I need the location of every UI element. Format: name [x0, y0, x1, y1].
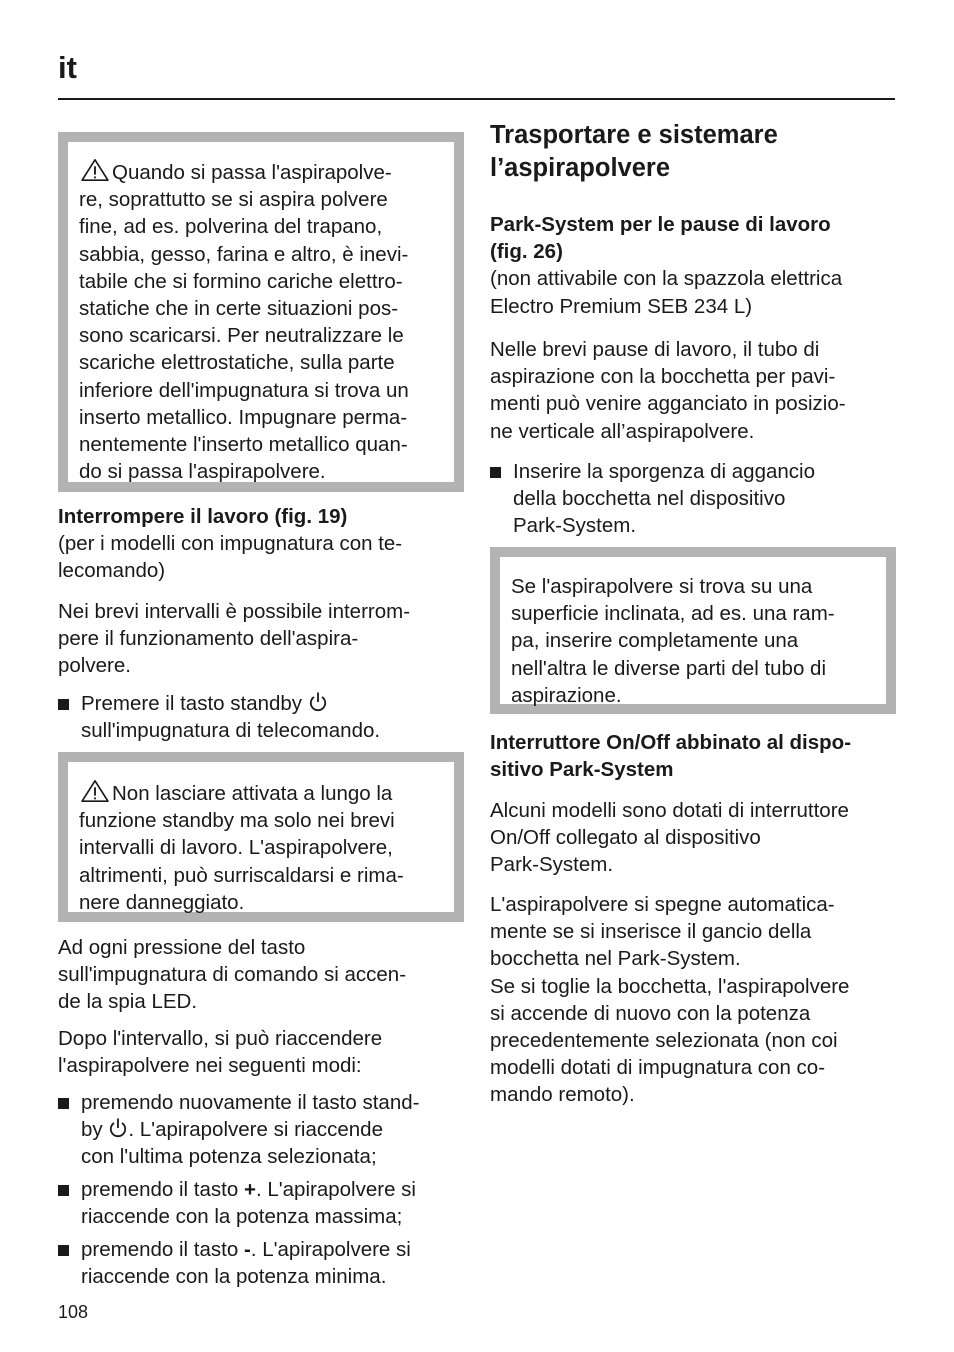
warning-line: intervalli di lavoro. L'aspirapolvere,	[79, 836, 393, 860]
section-heading: Park-System per le pause di lavoro (fig. 26)	[490, 213, 831, 264]
paragraph: (per i modelli con impugnatura con te- lecomando)	[58, 532, 403, 583]
list-item: Premere il tasto standby sull'impugnatura di telecomando.	[58, 690, 464, 744]
warning-line: do si passa l'aspirapolvere.	[79, 460, 326, 484]
bullet-square-icon	[58, 1098, 69, 1109]
bullet-square-icon	[490, 467, 501, 478]
page-number: 108	[58, 1302, 89, 1322]
warning-text	[79, 158, 446, 485]
park-section	[490, 211, 896, 320]
warning-line: nentemente l'inserto metallico quan-	[79, 433, 408, 457]
warning-line: Non lasciare attivata a lungo la	[79, 782, 392, 805]
warning-line: inserto metallico. Impugnare perma-	[79, 405, 408, 429]
warning-line: altrimenti, può surriscaldarsi e rima-	[79, 863, 404, 887]
note-text: Se l'aspirapolvere si trova su una superficie inclinata, ad es. una ram- pa, inserire completamente una nell'altra le diverse parti del tubo di aspirazione.	[511, 575, 835, 707]
warning-line: statiche che in certe situazioni pos-	[79, 297, 399, 321]
warning-triangle-icon	[79, 779, 111, 803]
bullet-square-icon	[58, 1185, 69, 1196]
paragraph: Alcuni modelli sono dotati di interruttore On/Off collegato al dispositivo Park-System.	[490, 799, 849, 877]
paragraph: L'aspirapolvere si spegne automatica- mente se si inserisce il gancio della bocchetta nel Park-System. Se si toglie la bocchetta, l'aspirapolvere si accende di nuovo con la potenza precedentemente selezionata (non coi modelli dotati di impugnatura con co- mando remoto).	[490, 893, 850, 1107]
paragraph: Nei brevi intervalli è possibile interrom- pere il funzionamento dell'aspira- polvere.	[58, 600, 411, 678]
paragraph: Dopo l'intervallo, si può riaccendere l'aspirapolvere nei seguenti modi:	[58, 1027, 383, 1078]
warning-line: funzione standby ma solo nei brevi	[79, 809, 395, 833]
warning-line: tabile che si formino cariche elettro-	[79, 269, 403, 293]
page-title: Trasportare e sistemare l’aspirapolvere	[490, 121, 778, 182]
paragraph: Nelle brevi pause di lavoro, il tubo di aspirazione con la bocchetta per pavi- menti può venire agganciato in posizio- ne verticale all’aspirapolvere.	[490, 338, 846, 443]
warning-line: nere danneggiato.	[79, 890, 245, 914]
interrupt-section	[58, 503, 464, 585]
section-heading: Interruttore On/Off abbinato al dispo- sitivo Park-System	[490, 731, 852, 782]
list-item: Inserire la sporgenza di aggancio della bocchetta nel dispositivo Park-System.	[490, 458, 896, 540]
note-box-inclined	[490, 547, 896, 714]
list-item: premendo nuovamente il tasto stand- by . L'apirapolvere si riaccende con l'ultima potenza selezionata;	[58, 1089, 464, 1171]
header-rule	[58, 98, 895, 100]
warning-text	[79, 779, 446, 916]
plus-key: +	[243, 1178, 256, 1201]
warning-box-static	[58, 132, 464, 492]
paragraph: (non attivabile con la spazzola elettrica Electro Premium SEB 234 L)	[490, 267, 843, 318]
paragraph: Ad ogni pressione del tasto sull'impugnatura di comando si accen- de la spia LED.	[58, 936, 407, 1014]
warning-line: fine, ad es. polverina del trapano,	[79, 215, 383, 239]
onoff-section	[490, 729, 896, 783]
standby-power-icon	[108, 1117, 128, 1139]
warning-line: inferiore dell'impugnatura si trova un	[79, 378, 409, 402]
warning-line: re, soprattutto se si aspira polvere	[79, 188, 388, 212]
section-heading: Interrompere il lavoro (fig. 19)	[58, 505, 348, 528]
standby-power-icon	[308, 691, 328, 713]
warning-box-standby	[58, 752, 464, 922]
warning-line: sabbia, gesso, farina e altro, è inevi-	[79, 242, 409, 266]
warning-line: sono scaricarsi. Per neutralizzare le	[79, 324, 404, 348]
list-item: premendo il tasto +. L'apirapolvere si riaccende con la potenza massima;	[58, 1176, 464, 1230]
warning-line: Quando si passa l'aspirapolve-	[79, 161, 392, 184]
bullet-square-icon	[58, 1245, 69, 1256]
language-code: it	[58, 50, 77, 85]
warning-triangle-icon	[79, 158, 111, 182]
list-item: premendo il tasto -. L'apirapolvere si riaccende con la potenza minima.	[58, 1236, 464, 1290]
warning-line: scariche elettrostatiche, sulla parte	[79, 351, 395, 375]
bullet-square-icon	[58, 699, 69, 710]
minus-key: -	[243, 1238, 251, 1261]
